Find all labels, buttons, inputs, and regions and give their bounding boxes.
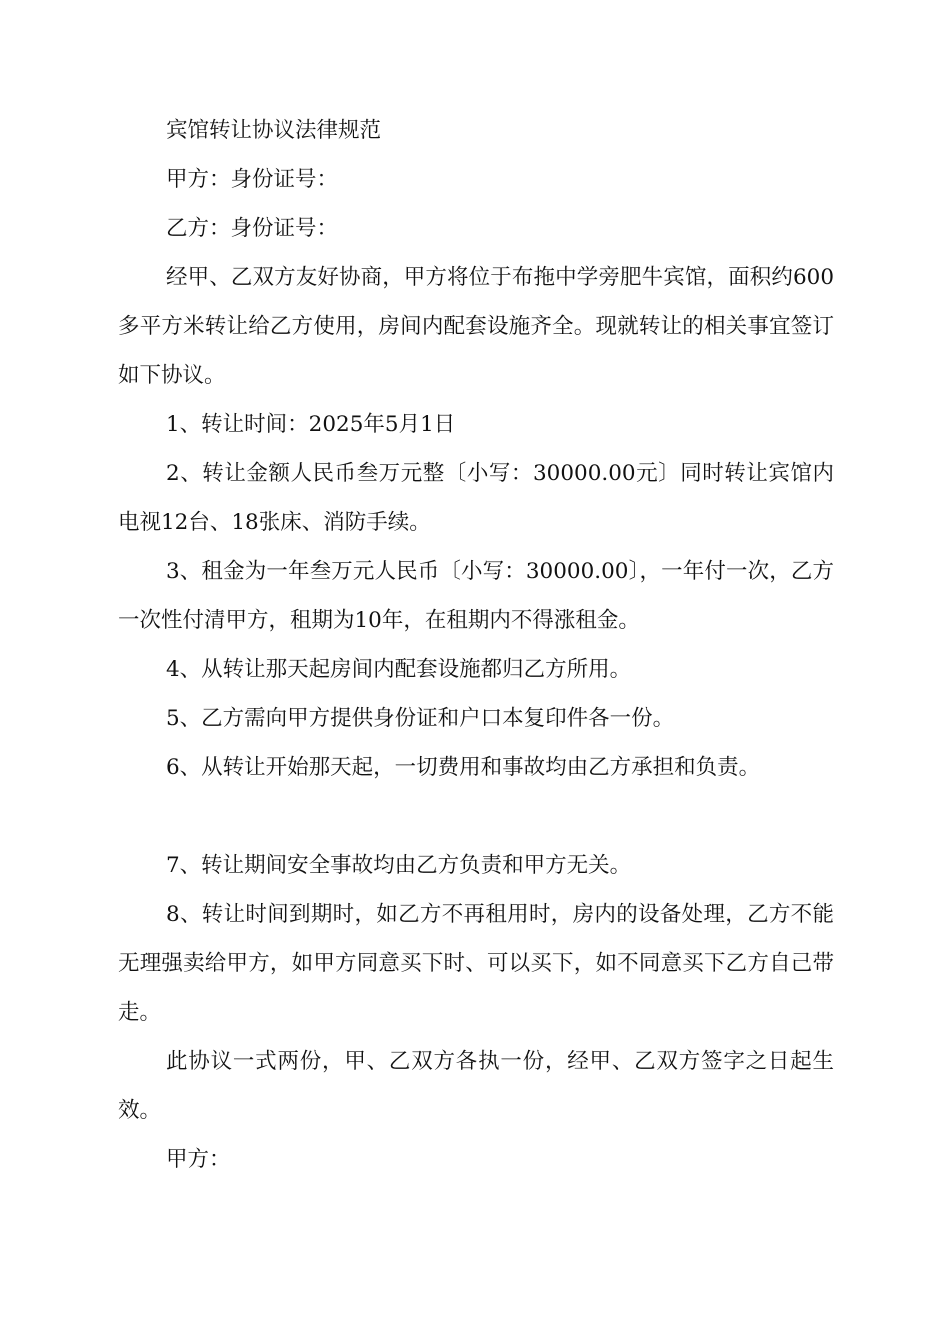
clause-4: 4、从转让那天起房间内配套设施都归乙方所用。 <box>166 657 632 682</box>
clause-6: 6、从转让开始那天起，一切费用和事故均由乙方承担和负责。 <box>166 755 761 780</box>
clause-3: 3、租金为一年叁万元人民币〔小写：30000.00〕，一年付一次，乙方一次性付清甲方，租期为10年，在租期内不得涨租金。 <box>118 559 834 633</box>
party-a-id-line: 甲方：身份证号： <box>166 167 339 192</box>
clause-7: 7、转让期间安全事故均由乙方负责和甲方无关。 <box>166 853 632 878</box>
intro-paragraph: 经甲、乙双方友好协商，甲方将位于布拖中学旁肥牛宾馆，面积约600多平方米转让给乙方使用，房间内配套设施齐全。现就转让的相关事宜签订如下协议。 <box>118 265 834 388</box>
clause-2: 2、转让金额人民币叁万元整〔小写：30000.00元〕同时转让宾馆内电视12台、18张床、消防手续。 <box>118 461 834 535</box>
agreement-body <box>118 106 834 1184</box>
paragraph-spacer <box>118 792 834 841</box>
party-a-signature-line: 甲方： <box>166 1147 231 1172</box>
clause-1: 1、转让时间：2025年5月1日 <box>166 412 456 437</box>
party-b-id-line: 乙方：身份证号： <box>166 216 339 241</box>
document-title: 宾馆转让协议法律规范 <box>166 118 382 143</box>
clause-8: 8、转让时间到期时，如乙方不再租用时，房内的设备处理，乙方不能无理强卖给甲方，如甲方同意买下时、可以买下，如不同意买下乙方自己带走。 <box>118 902 834 1025</box>
closing-paragraph: 此协议一式两份，甲、乙双方各执一份，经甲、乙双方签字之日起生效。 <box>118 1049 834 1123</box>
clause-5: 5、乙方需向甲方提供身份证和户口本复印件各一份。 <box>166 706 675 731</box>
